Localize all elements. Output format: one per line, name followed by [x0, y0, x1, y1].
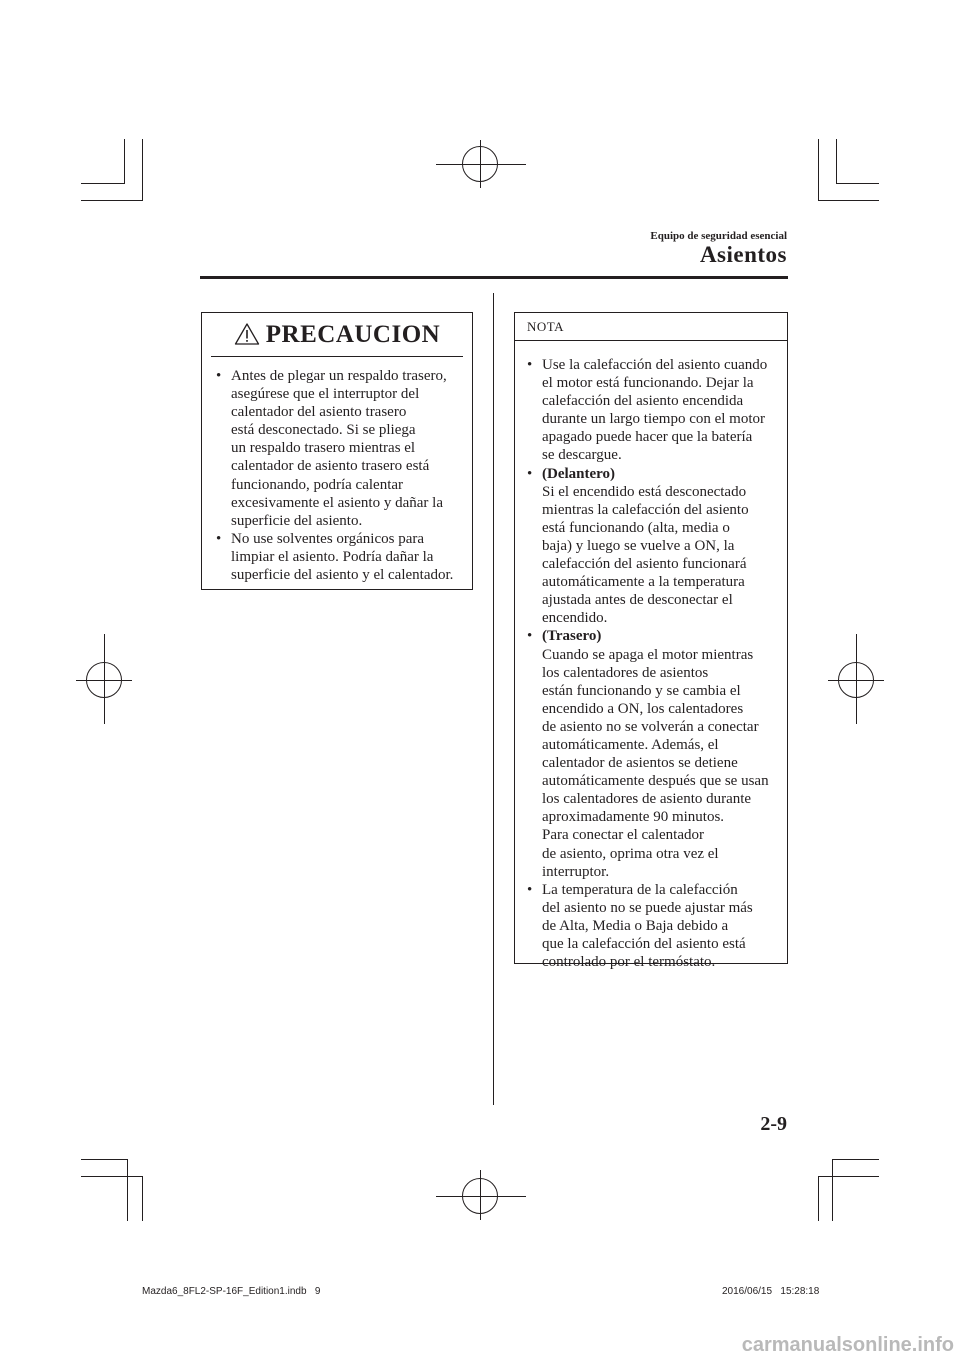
item-line: Use la calefacción del asiento cuando	[542, 357, 768, 373]
note-list	[525, 356, 785, 971]
item-line: limpiar el asiento. Podría dañar la	[231, 548, 434, 565]
item-line: calentador de asiento trasero está	[231, 458, 430, 475]
item-line: superficie del asiento.	[231, 512, 363, 529]
item-line: están funcionando y se cambia el	[542, 682, 741, 699]
item-line: funcionando, podría calentar	[231, 476, 404, 493]
bullet-icon: •	[527, 357, 533, 373]
item-line: calefacción del asiento encendida	[542, 393, 744, 410]
item-line: está desconectado. Si se pliega	[231, 422, 416, 439]
item-line: Antes de plegar un respaldo trasero,	[231, 368, 447, 384]
header-rule	[200, 276, 788, 279]
caution-title: PRECAUCION	[265, 320, 441, 348]
item-line: interruptor.	[542, 863, 610, 880]
section-label: Equipo de seguridad esencial	[650, 230, 787, 242]
item-line: asegúrese que el interruptor del	[231, 386, 420, 403]
item-line: calefacción del asiento funcionará	[542, 556, 747, 573]
item-line: se descargue.	[542, 447, 622, 464]
list-item	[214, 530, 466, 584]
item-line: automáticamente. Además, el	[542, 736, 719, 753]
item-line: que la calefacción del asiento está	[542, 936, 746, 952]
item-heading: (Delantero)	[542, 465, 616, 482]
bullet-icon: •	[527, 881, 533, 898]
item-line: de asiento no se volverán a conectar	[542, 718, 759, 735]
item-line: de Alta, Media o Baja debido a	[542, 917, 729, 934]
item-line: está funcionando (alta, media o	[542, 519, 730, 536]
list-item	[525, 356, 785, 465]
warning-triangle-icon	[234, 322, 260, 346]
item-line: apagado puede hacer que la batería	[542, 429, 753, 446]
item-line: mientras la calefacción del asiento	[542, 501, 749, 518]
footer-file-info: Mazda6_8FL2-SP-16F_Edition1.indb 9	[142, 1286, 321, 1297]
note-box	[514, 312, 788, 971]
bullet-icon: •	[527, 465, 533, 482]
list-item	[525, 881, 785, 971]
item-line: ajustada antes de desconectar el	[542, 592, 733, 609]
column-divider	[493, 293, 494, 1105]
item-line: encendido a ON, los calentadores	[542, 700, 744, 717]
bullet-icon: •	[527, 628, 533, 645]
item-line: baja) y luego se vuelve a ON, la	[542, 537, 735, 554]
item-line: automáticamente a la temperatura	[542, 574, 745, 591]
bullet-icon: •	[216, 530, 222, 547]
item-line: superficie del asiento y el calentador.	[231, 567, 454, 584]
list-item	[214, 367, 466, 530]
caution-box	[201, 312, 473, 590]
note-divider	[515, 340, 787, 341]
item-line: del asiento no se puede ajustar más	[542, 899, 753, 916]
item-line: durante un largo tiempo con el motor	[542, 411, 766, 428]
list-item	[525, 465, 785, 628]
item-line: de asiento, oprima otra vez el	[542, 845, 719, 862]
item-line: automáticamente después que se usan	[542, 773, 769, 790]
item-line: calentador de asientos se detiene	[542, 755, 738, 772]
item-line: los calentadores de asientos	[542, 664, 709, 681]
item-line: calentador del asiento trasero	[231, 404, 407, 421]
bullet-icon: •	[216, 368, 222, 384]
item-line: excesivamente el asiento y dañar la	[231, 494, 443, 511]
caution-header	[202, 313, 472, 356]
caution-divider	[211, 356, 463, 357]
item-line: el motor está funcionando. Dejar la	[542, 375, 754, 392]
item-line: encendido.	[542, 610, 608, 627]
item-line: Para conectar el calentador	[542, 827, 704, 844]
item-line: Cuando se apaga el motor mientras	[542, 646, 754, 663]
item-heading: (Trasero)	[542, 628, 602, 645]
item-line: Si el encendido está desconectado	[542, 483, 747, 500]
item-line: No use solventes orgánicos para	[231, 530, 425, 547]
watermark: carmanualsonline.info	[741, 1334, 954, 1356]
footer-timestamp: 2016/06/15 15:28:18	[722, 1286, 820, 1297]
list-item	[525, 627, 785, 880]
item-line: La temperatura de la calefacción	[542, 881, 738, 898]
caution-list	[214, 367, 466, 584]
item-line: un respaldo trasero mientras el	[231, 440, 416, 457]
page-number: 2-9	[760, 1113, 787, 1135]
item-line: aproximadamente 90 minutos.	[542, 809, 725, 826]
note-title: NOTA	[527, 319, 565, 334]
chapter-title: Asientos	[699, 242, 787, 267]
item-line: controlado por el termóstato.	[542, 954, 716, 971]
item-line: los calentadores de asiento durante	[542, 791, 752, 808]
